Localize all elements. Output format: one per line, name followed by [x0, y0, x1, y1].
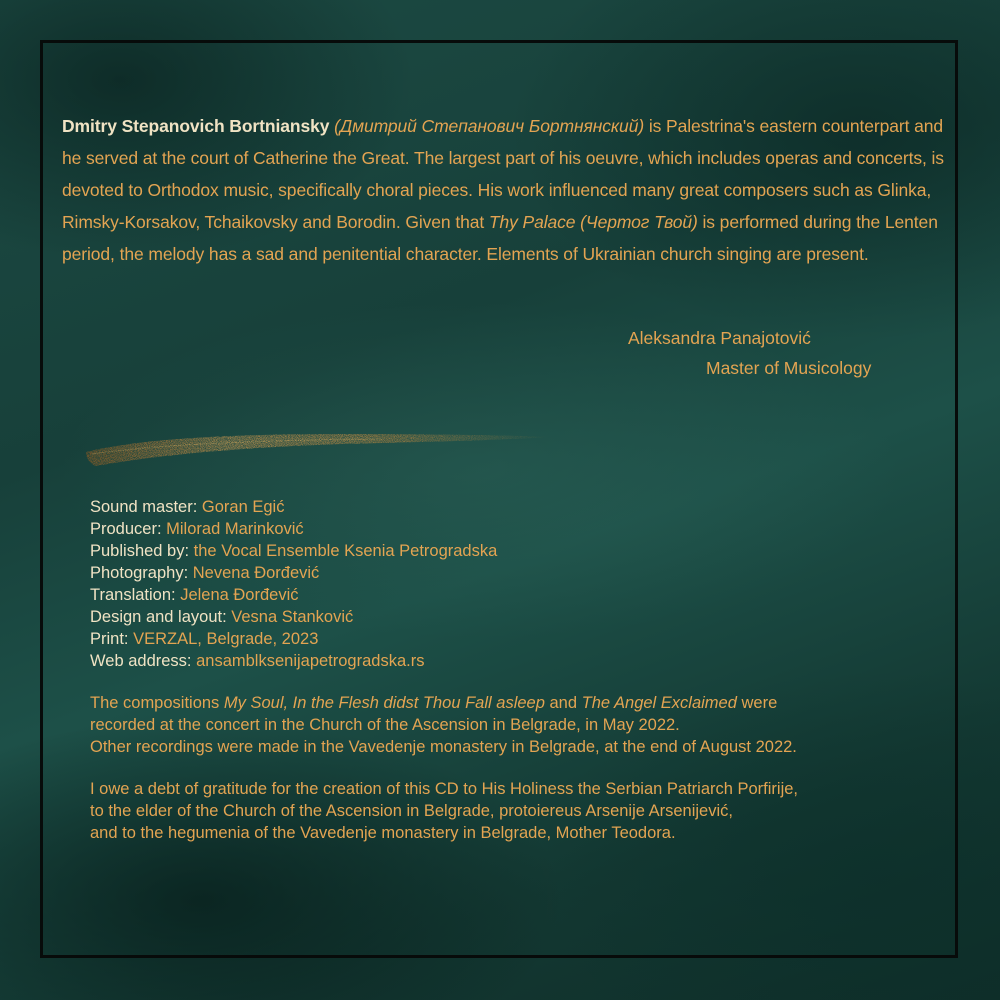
credit-label: Translation: [90, 586, 176, 604]
credit-design [90, 606, 950, 628]
intro-text-1: is Palestrina's eastern counterpart and he served at the court of Catherine the Great. The largest part of his oeuvre, which includes operas and concerts, is devoted to Orthodox music, specifically choral pieces. His work influenced many great composers such as Glinka, Rimsky-Korsakov, Tchaikovsky and Borodin. Given that [62, 116, 944, 232]
credit-translation [90, 584, 950, 606]
composer-name-cyrillic: (Дмитрий Степанович Бортнянский) [334, 116, 645, 136]
intro-text-2: is performed during the Lenten period, the melody has a sad and penitential character. Elements of Ukrainian church singing are present. [62, 212, 938, 264]
composer-name: Dmitry Stepanovich Bortniansky [62, 116, 330, 136]
credit-value: Nevena Đorđević [192, 564, 320, 582]
composition-title-1: My Soul, In the Flesh didst Thou Fall asleep [223, 694, 545, 712]
recordings-paragraph [90, 692, 950, 758]
author-title: Master of Musicology [706, 358, 872, 378]
credit-value: ansamblksenijapetrogradska.rs [196, 652, 425, 670]
credits-block [90, 496, 950, 844]
credit-value: Vesna Stanković [231, 608, 354, 626]
credit-photography [90, 562, 950, 584]
intro-paragraph [62, 110, 950, 270]
credit-label: Producer: [90, 520, 162, 538]
recordings-text: were [736, 694, 778, 712]
credit-print [90, 628, 950, 650]
credit-web-address [90, 650, 950, 672]
gratitude-paragraph [90, 778, 950, 844]
credit-label: Print: [90, 630, 129, 648]
composition-title-2: The Angel Exclaimed [581, 694, 737, 712]
recordings-line-1 [90, 692, 950, 714]
credit-label: Design and layout: [90, 608, 227, 626]
gold-brush-stroke [82, 424, 554, 470]
credit-value: Goran Egić [201, 498, 285, 516]
credit-label: Sound master: [90, 498, 198, 516]
credit-publisher [90, 540, 950, 562]
credit-value: VERZAL, Belgrade, 2023 [133, 630, 319, 648]
credit-producer [90, 518, 950, 540]
credit-value: the Vocal Ensemble Ksenia Petrogradska [193, 542, 498, 560]
recordings-line-2: recorded at the concert in the Church of the Ascension in Belgrade, in May 2022. [90, 716, 680, 734]
credit-label: Photography: [90, 564, 189, 582]
recordings-text: The compositions [90, 694, 224, 712]
credit-value: Jelena Đorđević [180, 586, 299, 604]
recordings-line-3: Other recordings were made in the Vavedenje monastery in Belgrade, at the end of August 2022. [90, 738, 797, 756]
gratitude-line-2: to the elder of the Church of the Ascension in Belgrade, protoiereus Arsenije Arsenijević, [90, 802, 733, 820]
work-title: Thy Palace (Чертог Твой) [488, 212, 698, 232]
credit-label: Web address: [90, 652, 192, 670]
gratitude-line-1: I owe a debt of gratitude for the creation of this CD to His Holiness the Serbian Patriarch Porfirije, [90, 780, 799, 798]
credit-value: Milorad Marinković [166, 520, 304, 538]
recordings-text: and [544, 694, 582, 712]
credit-sound-master [90, 496, 950, 518]
credit-label: Published by: [90, 542, 190, 560]
author-name: Aleksandra Panajotović [628, 328, 811, 348]
gratitude-line-3: and to the hegumenia of the Vavedenje monastery in Belgrade, Mother Teodora. [90, 824, 676, 842]
